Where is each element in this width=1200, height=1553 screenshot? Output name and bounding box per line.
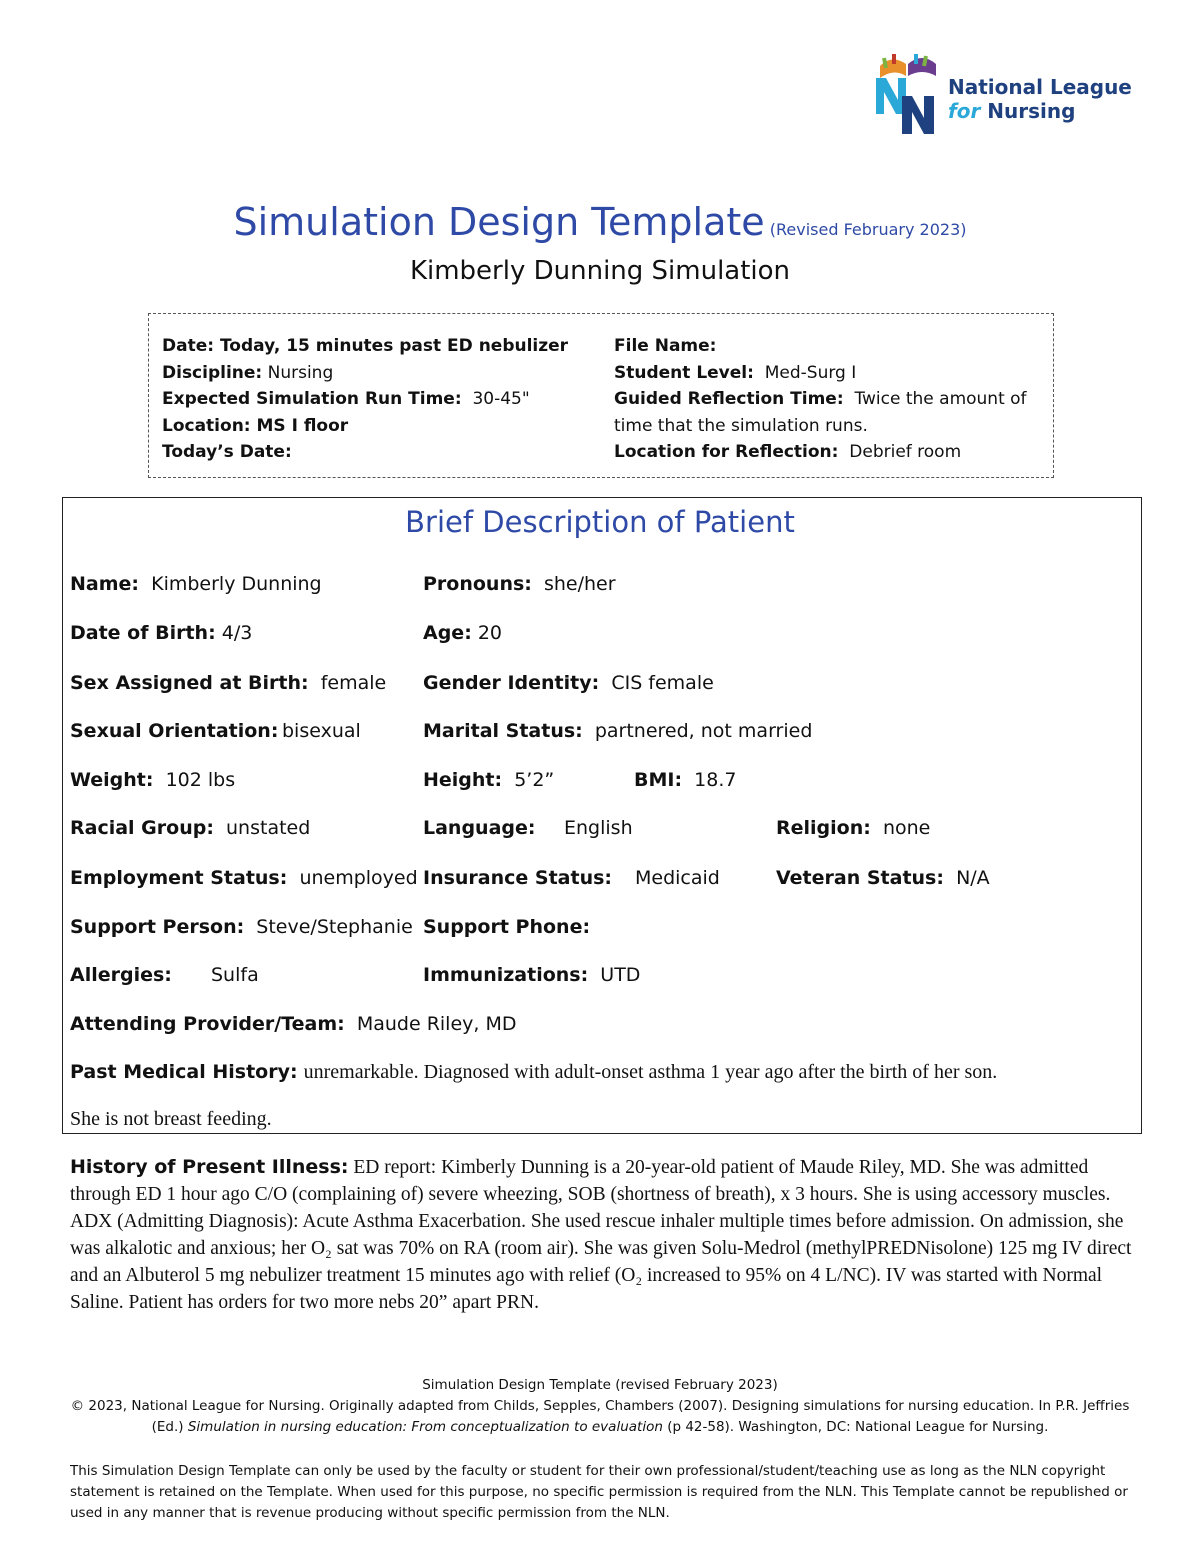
insurance-label: Insurance Status:	[423, 867, 613, 889]
weight-value: 102 lbs	[165, 769, 236, 791]
dob-field	[70, 622, 252, 644]
veteran-label: Veteran Status:	[776, 867, 944, 889]
page-title	[0, 200, 1200, 244]
allergies-field	[70, 964, 172, 986]
age-value: 20	[477, 622, 503, 644]
marital-value: partnered, not married	[594, 720, 813, 742]
sex-value: female	[320, 672, 387, 694]
age-label: Age:	[423, 622, 472, 644]
date-label: Date: Today, 15 minutes past ED nebulizer	[162, 336, 569, 356]
immunizations-field	[423, 964, 640, 986]
hpi-label: History of Present Illness:	[70, 1156, 349, 1178]
gender-value: CIS female	[611, 672, 714, 694]
weight-field	[70, 769, 235, 791]
immunizations-value: UTD	[600, 964, 641, 986]
gender-field	[423, 672, 714, 694]
marital-field	[423, 720, 812, 742]
employment-value: unemployed	[299, 867, 418, 889]
language-value: English	[564, 817, 633, 839]
discipline-value: Nursing	[267, 362, 334, 383]
pronouns-field	[423, 573, 616, 595]
footer-copyright-end: (p 42-58). Washington, DC: National League for Nursing.	[667, 1419, 1049, 1435]
provider-label: Attending Provider/Team:	[70, 1013, 345, 1035]
provider-value: Maude Riley, MD	[356, 1013, 517, 1035]
bmi-value: 18.7	[694, 769, 737, 791]
reflection-time-value-2: time that the simulation runs.	[614, 415, 868, 436]
support-person-label: Support Person:	[70, 916, 245, 938]
orientation-field	[70, 720, 278, 742]
religion-value: none	[882, 817, 931, 839]
support-phone-label: Support Phone:	[423, 916, 591, 938]
footer-copyright: © 2023, National League for Nursing. Originally adapted from Childs, Sepples, Chambers (2007). Designing simulations for nursing education. In P.R. Jeffries (Ed.)	[70, 1398, 1130, 1435]
language-field	[423, 817, 536, 839]
file-name-label: File Name:	[614, 336, 717, 356]
religion-label: Religion:	[776, 817, 871, 839]
allergies-value: Sulfa	[211, 964, 259, 986]
pronouns-label: Pronouns:	[423, 573, 532, 595]
info-column-left	[162, 333, 602, 466]
footer-title: Simulation Design Template	[422, 1377, 611, 1393]
run-time-value: 30-45"	[472, 389, 530, 409]
orientation-value: bisexual	[282, 720, 361, 742]
hpi-text: ED report: Kimberly Dunning is a 20-year-old patient of Maude Riley, MD. She was admitted through ED 1 hour ago C/O (complaining of) severe wheezing, SOB (shortness of breath), x 3 hours. She is using accessory muscles. ADX (Admitting Diagnosis): Acute Asthma Exacerbation. She used rescue inhaler multiple times before admission. On admission, she was alkalotic and anxious; her O₂ sat was 70% on RA (room air). She was given Solu-Medrol (methylPREDNisolone) 125 mg IV direct and an Albuterol 5 mg nebulizer treatment 15 minutes ago with relief (O₂ increased to 95% on 4 L/NC). IV was started with Normal Saline. Patient has orders for two more nebs 20” apart PRN.	[70, 1157, 1132, 1313]
orientation-label: Sexual Orientation:	[70, 720, 279, 742]
reflection-location-value: Debrief room	[849, 442, 962, 462]
student-level-label: Student Level:	[614, 362, 754, 383]
nln-logo	[872, 48, 1152, 138]
title-main: Simulation Design Template	[233, 200, 765, 244]
pmh-label: Past Medical History:	[70, 1061, 298, 1083]
gender-label: Gender Identity:	[423, 672, 600, 694]
allergies-label: Allergies:	[70, 964, 172, 986]
employment-label: Employment Status:	[70, 867, 288, 889]
run-time-label: Expected Simulation Run Time:	[162, 389, 462, 409]
support-person-field	[70, 916, 413, 938]
dob-label: Date of Birth:	[70, 622, 216, 644]
support-person-value: Steve/Stephanie	[256, 916, 413, 938]
bmi-label: BMI:	[634, 769, 683, 791]
support-phone-field	[423, 916, 590, 938]
sex-label: Sex Assigned at Birth:	[70, 672, 309, 694]
discipline-label: Discipline:	[162, 362, 263, 383]
name-label: Name:	[70, 573, 140, 595]
height-field	[423, 769, 554, 791]
name-field	[70, 573, 322, 595]
info-column-right	[614, 333, 1044, 466]
simulation-info-box	[148, 313, 1054, 478]
logo-for: for	[948, 99, 981, 123]
marital-label: Marital Status:	[423, 720, 583, 742]
logo-text	[948, 75, 1132, 123]
pmh-value: unremarkable. Diagnosed with adult-onset asthma 1 year ago after the birth of her son.	[303, 1061, 998, 1083]
title-revised: (Revised February 2023)	[769, 220, 967, 239]
height-label: Height:	[423, 769, 503, 791]
height-value: 5’2”	[514, 769, 555, 791]
racial-field	[70, 817, 310, 839]
logo-line1: National League	[948, 75, 1132, 99]
veteran-value: N/A	[956, 867, 990, 889]
footer-book-title: Simulation in nursing education: From conceptualization to evaluation	[187, 1419, 663, 1435]
nln-emblem-icon	[872, 48, 944, 138]
bmi-field	[634, 769, 736, 791]
provider-field	[70, 1013, 517, 1035]
logo-nursing: Nursing	[987, 99, 1076, 123]
pmh-value-continued: She is not breast feeding.	[70, 1108, 272, 1130]
footer-citation	[60, 1375, 1140, 1438]
weight-label: Weight:	[70, 769, 154, 791]
student-level-value: Med-Surg I	[764, 362, 857, 383]
todays-date-label: Today’s Date:	[162, 442, 292, 462]
age-field	[423, 622, 502, 644]
page-subtitle: Kimberly Dunning Simulation	[409, 256, 791, 286]
dob-value: 4/3	[221, 622, 253, 644]
language-label: Language:	[423, 817, 536, 839]
location-label: Location: MS I floor	[162, 415, 349, 436]
logo-line2	[948, 99, 1132, 123]
patient-section-heading: Brief Description of Patient	[405, 505, 795, 539]
footer-title-rest: (revised February 2023)	[615, 1377, 778, 1393]
veteran-field	[776, 867, 990, 889]
employment-field	[70, 867, 418, 889]
racial-value: unstated	[226, 817, 311, 839]
religion-field	[776, 817, 930, 839]
footer-notice: This Simulation Design Template can only be used by the faculty or student for their own professional/student/teaching use as long as the NLN copyright statement is retained on the Template. When used for this purpose, no specific permission is required from the NLN. This Template cannot be republished or used in any manner that is revenue producing without specific permission from the NLN.	[70, 1463, 1128, 1521]
name-value: Kimberly Dunning	[151, 573, 322, 595]
pronouns-value: she/her	[543, 573, 616, 595]
reflection-location-label: Location for Reflection:	[614, 442, 839, 462]
racial-label: Racial Group:	[70, 817, 214, 839]
immunizations-label: Immunizations:	[423, 964, 589, 986]
reflection-time-label: Guided Reflection Time:	[614, 389, 844, 409]
reflection-time-value-1: Twice the amount of	[854, 389, 1027, 409]
history-present-illness	[70, 1154, 1140, 1316]
insurance-field	[423, 867, 612, 889]
sex-field	[70, 672, 386, 694]
pmh-field	[70, 1061, 1135, 1084]
insurance-value: Medicaid	[635, 867, 720, 889]
